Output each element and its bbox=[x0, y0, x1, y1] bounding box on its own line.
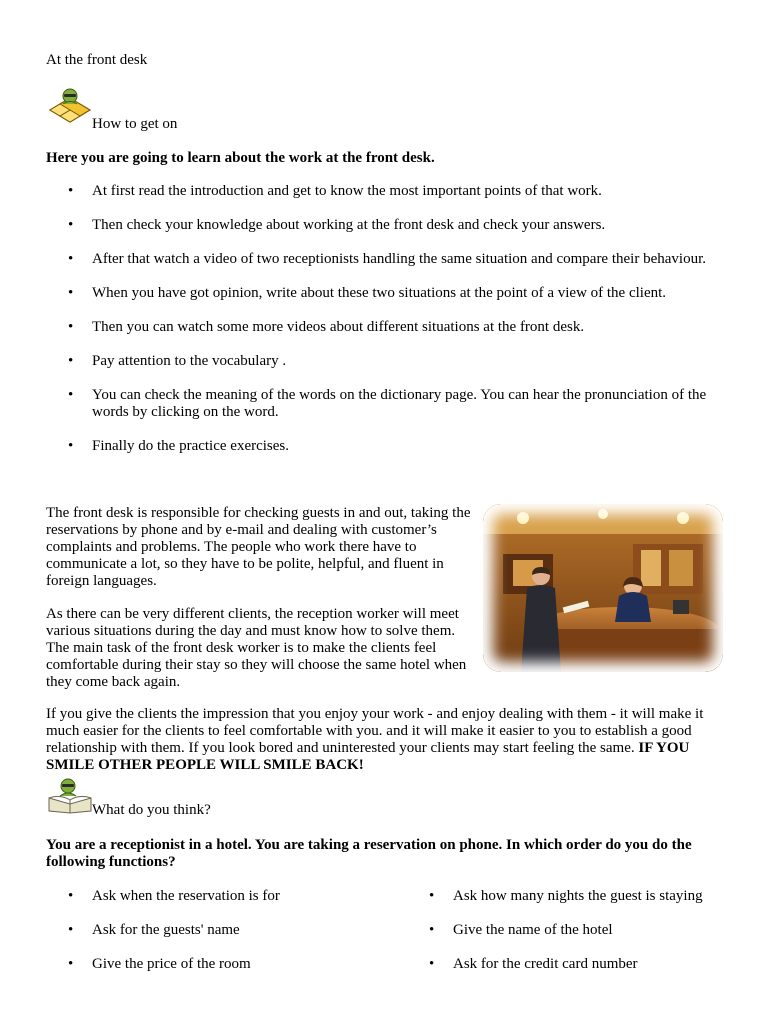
reception-illustration bbox=[483, 504, 723, 672]
hotel-reception-photo bbox=[483, 504, 723, 672]
list-item: • Ask for the credit card number bbox=[407, 956, 722, 973]
page-heading: At the front desk bbox=[46, 52, 148, 68]
smile-slogan: IF YOU SMILE OTHER PEOPLE WILL SMILE BACK! bbox=[46, 740, 690, 773]
intro-paragraph-1: The front desk is responsible for checking guests in and out, taking the reservations by phone and by e-mail and dealing with customer’s complaints and problems. The people who work there have to communicate a lot, so they have to be polite, helpful, and fluent in foreign languages. bbox=[46, 505, 471, 589]
list-item: • Pay attention to the vocabulary . bbox=[46, 353, 722, 370]
list-item: • When you have got opinion, write about these two situations at the point of a view of the client. bbox=[46, 285, 722, 302]
functions-list-right bbox=[407, 888, 722, 973]
intro-paragraph-2: As there can be very different clients, the reception worker will meet various situations during the day and must know how to solve them. The main task of the front desk worker is to make the clients feel comfortable during their stay so they will choose the same hotel when they come back again. bbox=[46, 606, 467, 690]
steps-list bbox=[46, 183, 722, 455]
list-item: • You can check the meaning of the words on the dictionary page. You can hear the pronunciation of the words by clicking on the word. bbox=[46, 387, 722, 421]
diamond-person-icon bbox=[46, 86, 94, 130]
list-item: • Ask how many nights the guest is staying bbox=[407, 888, 722, 905]
intro-paragraph-3 bbox=[46, 706, 722, 774]
list-item: • Ask for the guests' name bbox=[46, 922, 406, 939]
book-person-icon bbox=[46, 776, 94, 814]
think-question: You are a receptionist in a hotel. You are taking a reservation on phone. In which order do you do the following functions? bbox=[46, 837, 692, 870]
list-item: • After that watch a video of two receptionists handling the same situation and compare their behaviour. bbox=[46, 251, 722, 268]
how-to-label: How to get on bbox=[92, 116, 178, 132]
list-item: • Give the price of the room bbox=[46, 956, 406, 973]
functions-list-left bbox=[46, 888, 406, 973]
list-item: • Then you can watch some more videos about different situations at the front desk. bbox=[46, 319, 722, 336]
list-item: • Finally do the practice exercises. bbox=[46, 438, 722, 455]
think-label: What do you think? bbox=[92, 802, 211, 818]
how-to-intro: Here you are going to learn about the work at the front desk. bbox=[46, 150, 435, 166]
list-item: • Give the name of the hotel bbox=[407, 922, 722, 939]
list-item: • At first read the introduction and get to know the most important points of that work. bbox=[46, 183, 722, 200]
list-item: • Ask when the reservation is for bbox=[46, 888, 406, 905]
list-item: • Then check your knowledge about working at the front desk and check your answers. bbox=[46, 217, 722, 234]
intro-paragraph-3-text: If you give the clients the impression that you enjoy your work - and enjoy dealing with them - it will make it much easier for the clients to feel comfortable with you. and it will make it easier to you to establish a good relationship with them. If you look bored and uninterested your clients may start feeling the same. bbox=[46, 706, 704, 756]
